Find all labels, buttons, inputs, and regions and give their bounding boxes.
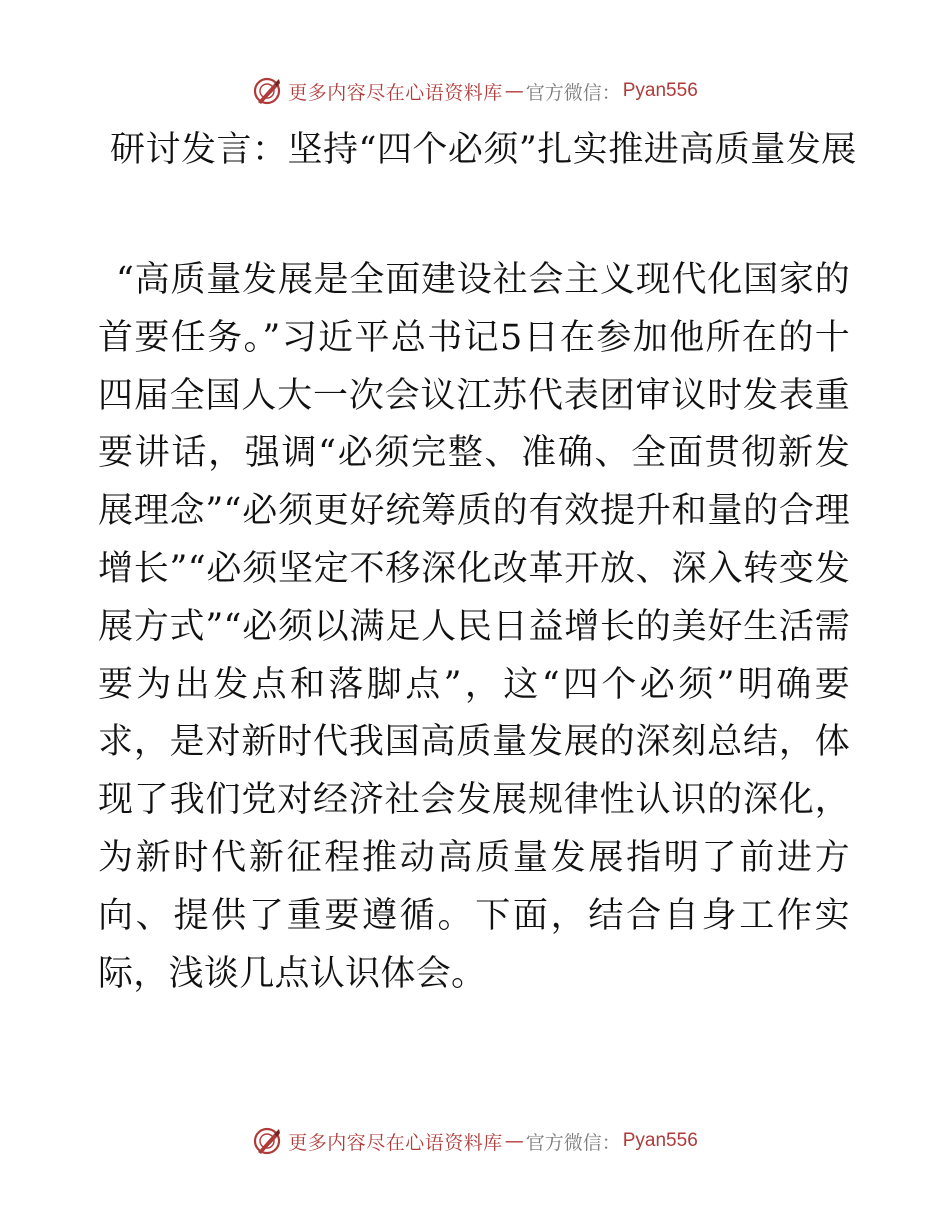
pen-logo-icon: [252, 1126, 282, 1156]
watermark-label: 官方微信：: [525, 81, 621, 104]
watermark-account-id: Pyan556: [622, 1130, 698, 1151]
watermark-account-id: Pyan556: [622, 80, 698, 101]
document-title: 研讨发言：坚持“四个必须”扎实推进高质量发展: [110, 130, 857, 170]
pen-logo-icon: [252, 76, 282, 106]
footer-watermark: [0, 1121, 950, 1161]
watermark-dash: —: [504, 80, 524, 102]
watermark-dash: —: [504, 1130, 524, 1152]
document-paragraph: “高质量发展是全面建设社会主义现代化国家的首要任务。”习近平总书记5日在参加他所在的十四届全国人大一次会议江苏代表团审议时发表重要讲话，强调“必须完整、准确、全面贯彻新发展理念”“必须更好统筹质的有效提升和量的合理增长”“必须坚定不移深化改革开放、深入转变发展方式”“必须以满足人民日益增长的美好生活需要为出发点和落脚点”，这“四个必须”明确要求，是对新时代我国高质量发展的深刻总结，体现了我们党对经济社会发展规律性认识的深化，为新时代新征程推动高质量发展指明了前进方向、提供了重要遵循。下面，结合自身工作实际，浅谈几点认识体会。: [98, 260, 850, 994]
watermark-promo-text: 更多内容尽在心语资料库: [288, 1131, 503, 1154]
header-watermark: [0, 71, 950, 111]
watermark-promo-text: 更多内容尽在心语资料库: [288, 81, 503, 104]
watermark-label: 官方微信：: [525, 1131, 621, 1154]
